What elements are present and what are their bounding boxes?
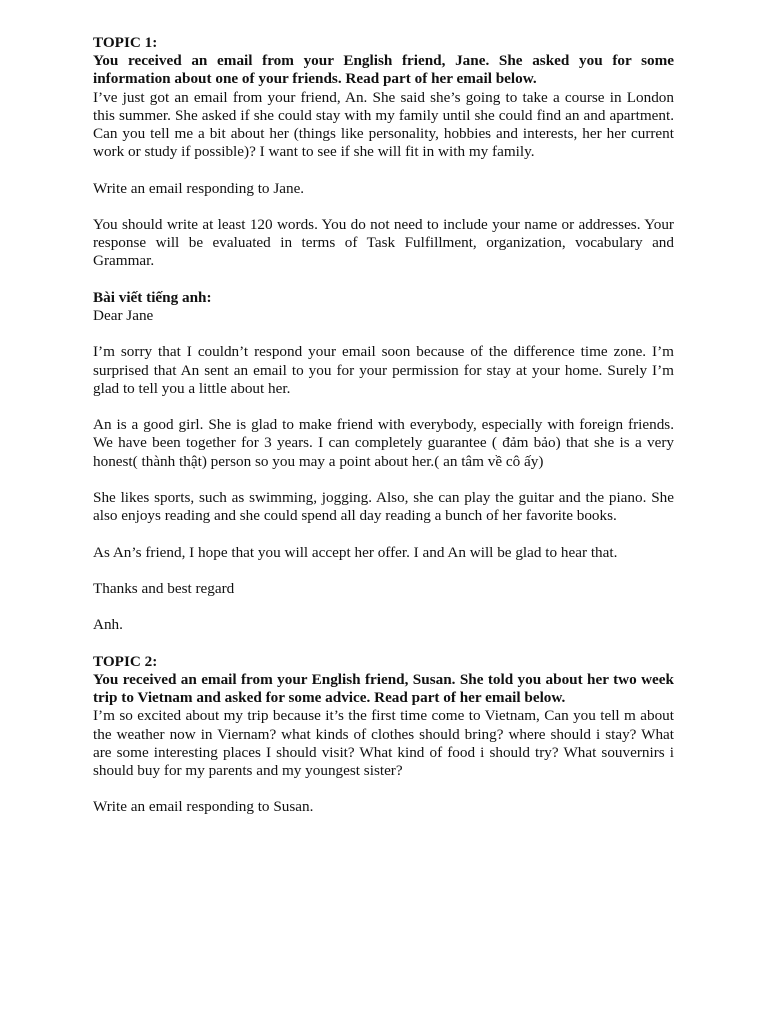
spacer [93, 471, 674, 489]
sample-paragraph-1: I’m sorry that I couldn’t respond your email soon because of the difference time zone. I’m surprised that An sent an email to you for your permission for stay at your home. Surely I’m glad to tell you a little about her. [93, 343, 674, 397]
spacer [93, 525, 674, 543]
sample-closing: Thanks and best regard [93, 579, 235, 597]
spacer [93, 562, 674, 580]
spacer [93, 325, 674, 343]
sample-paragraph-4: As An’s friend, I hope that you will accept her offer. I and An will be glad to hear that. [93, 543, 618, 561]
document-page [93, 34, 674, 817]
topic2-heading: TOPIC 2: [93, 652, 158, 670]
sample-paragraph-2: An is a good girl. She is glad to make friend with everybody, especially with foreign friends. We have been together for 3 years. I can completely guarantee ( đảm bảo) that she is a very honest( thành thật) person so you may a point about her.( an tâm về cô ấy) [93, 416, 674, 470]
sample-paragraph-3: She likes sports, such as swimming, jogging. Also, she can play the guitar and the piano. She also enjoys reading and she could spend all day reading a bunch of her favorite books. [93, 488, 674, 525]
sample-heading: Bài viết tiếng anh: [93, 288, 212, 306]
topic2-email-excerpt: I’m so excited about my trip because it’s the first time come to Vietnam, Can you tell m about the weather now in Viernam? what kinds of clothes should bring? where should i stay? What are some interesting places I should visit? What kind of food i should try? What souvernirs i should buy for my parents and my youngest sister? [93, 707, 674, 779]
spacer [93, 398, 674, 416]
topic2-task: Write an email responding to Susan. [93, 798, 314, 816]
sample-signature: Anh. [93, 616, 123, 634]
spacer [93, 598, 674, 616]
topic2-prompt: You received an email from your English friend, Susan. She told you about her two week trip to Vietnam and asked for some advice. Read part of her email below. [93, 670, 674, 707]
spacer [93, 198, 674, 216]
topic1-heading: TOPIC 1: [93, 34, 158, 51]
spacer [93, 161, 674, 179]
topic1-prompt: You received an email from your English friend, Jane. She asked you for some information about one of your friends. Read part of her email below. [93, 52, 674, 88]
spacer [93, 780, 674, 798]
spacer [93, 271, 674, 289]
spacer [93, 635, 674, 653]
topic1-instructions: You should write at least 120 words. You do not need to include your name or addresses. Your response will be evaluated in terms of Task Fulfillment, organization, vocabulary and Grammar. [93, 216, 674, 270]
topic1-email-excerpt: I’ve just got an email from your friend, An. She said she’s going to take a course in London this summer. She asked if she could stay with my family until she could find an and apartment. Can you tell me a bit about her (things like personality, hobbies and interests, her her current work or study if possible)? I want to see if she will fit in with my family. [93, 88, 674, 161]
sample-greeting: Dear Jane [93, 307, 154, 324]
topic1-task: Write an email responding to Jane. [93, 179, 305, 197]
